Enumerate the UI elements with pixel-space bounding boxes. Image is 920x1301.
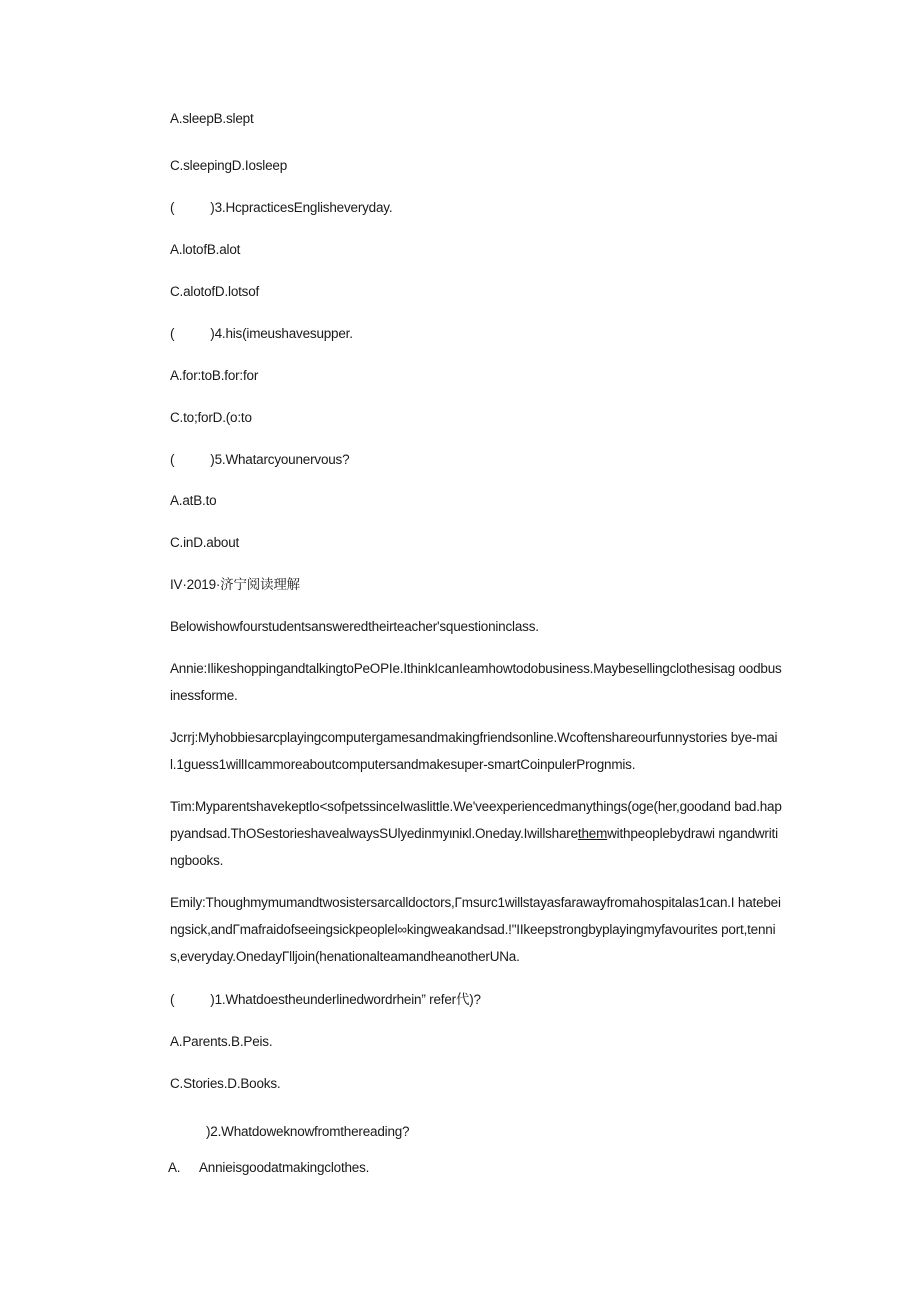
rq2-option-a-text: Annieisgoodatmakingclothes. xyxy=(199,1160,370,1175)
q4-stem xyxy=(170,325,353,343)
underlined-word: them xyxy=(577,826,608,841)
q4-options-cd: C.to;forD.(o:to xyxy=(170,410,252,425)
rq2-option-a-label: A. xyxy=(168,1160,181,1175)
answer-paren-open: ( xyxy=(170,200,175,215)
section-heading: IV·2019·济宁阅读理解 xyxy=(170,577,300,592)
q5-stem xyxy=(170,451,349,469)
q2-options-cd: C.sleepingD.Iosleep xyxy=(170,158,288,173)
answer-paren-open: ( xyxy=(170,452,175,467)
q3-stem xyxy=(170,199,392,217)
passage-intro: Belowishowfourstudentsansweredtheirteacher'squestioninclass. xyxy=(170,619,539,634)
tim-text xyxy=(137,793,782,874)
rq1-options-cd: C.Stories.D.Books. xyxy=(170,1076,281,1091)
emily-text: Emily:Thoughmymumandtwosistersarcalldoctors,Γmsurc1willstayasfarawayfromahospitalas1can.I hatebeingsick,andΓmafraidofseeingsickpeoplel∞kingweakandsad.!"IIkeepstrongbyplayingmyfavourites port,tennis,everyday.OnedayΓlljoin(henationalteamandheanotherUNa. xyxy=(170,895,781,964)
q3-options-ab: A.lotofB.alot xyxy=(170,242,241,257)
q5-options-ab: A.atB.to xyxy=(170,493,217,508)
rq2-stem: )2.Whatdoweknowfromthereading? xyxy=(206,1124,410,1139)
q4-stem-text: )4.his(imeushavesupper. xyxy=(210,326,353,341)
q4-options-ab: A.for:toB.for:for xyxy=(170,368,259,383)
rq1-options-ab: A.Parents.B.Peis. xyxy=(170,1034,273,1049)
answer-paren-open: ( xyxy=(170,326,175,341)
passage-jerry xyxy=(137,724,782,778)
q5-options-cd: C.inD.about xyxy=(170,535,240,550)
q2-options-ab: A.sleepB.slept xyxy=(170,111,254,126)
answer-paren-open: ( xyxy=(170,992,175,1007)
q3-options-cd: C.alotofD.lotsof xyxy=(170,284,260,299)
passage-annie xyxy=(137,655,782,709)
rq1-stem xyxy=(170,991,481,1009)
tim-text-before: Tim:Myparentshavekeptlo<sofpetssinceIwaslittle.We'veexperiencedmanythings(oge(her,goodand bad.happyandsad.ThOSestorieshavealwaysSUlyedinmyιniκl.Oneday.Iwillshare xyxy=(170,799,782,841)
annie-text: Annie:IlikeshoppingandtalkingtoPeOPIe.IthinkIcanIeamhowtodobusiness.Maybesellingclothesisag oodbusinessforme. xyxy=(170,661,782,703)
tim-text-after: withpeoplebydrawi ngandwritingbooks. xyxy=(170,826,778,868)
jerry-text: Jcrrj:Myhobbiesarcplayingcomputergamesandmakingfriendsonline.Wcoftenshareourfunnystories bye-mail.1guess1willIcammoreaboutcomputersandmakesuper-smartCoinpulerPrognmis. xyxy=(170,730,778,772)
q5-stem-text: )5.Whatarcyounervous? xyxy=(210,452,350,467)
rq1-stem-text: )1.Whatdoestheunderlinedwordrhein” refer代)? xyxy=(210,992,481,1007)
passage-tim xyxy=(137,793,782,874)
passage-emily xyxy=(137,889,782,970)
q3-stem-text: )3.HcpracticesEnglisheveryday. xyxy=(210,200,393,215)
